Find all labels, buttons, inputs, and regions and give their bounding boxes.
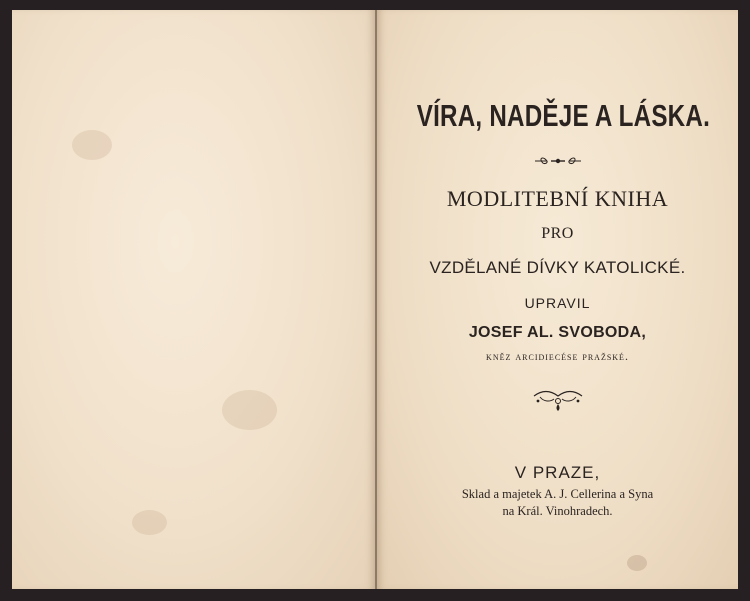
author-name: JOSEF AL. SVOBODA, — [468, 324, 647, 341]
editor-label: UPRAVIL — [524, 295, 591, 311]
left-page-blank — [12, 10, 375, 589]
author-title: kněz arcidiecése pražské. — [486, 349, 629, 363]
floral-vignette-icon — [532, 388, 584, 412]
paper-stain — [132, 510, 167, 535]
book-spread — [12, 10, 738, 589]
book-title: VÍRA, NADĚJE A LÁSKA. — [416, 98, 711, 133]
book-subtitle: MODLITEBNÍ KNIHA — [446, 186, 669, 211]
audience-text: VZDĚLANÉ DÍVKY KATOLICKÉ. — [429, 258, 686, 277]
publisher-line-1: Sklad a majetek A. J. Cellerina a Syna — [461, 487, 654, 501]
publication-place: V PRAZE, — [514, 463, 601, 482]
preposition-text: PRO — [541, 225, 574, 242]
title-page — [377, 10, 738, 589]
publisher-line-2: na Král. Vinohradech. — [502, 504, 613, 518]
paper-stain — [72, 130, 112, 160]
paper-stain — [627, 555, 647, 571]
paper-stain — [222, 390, 277, 430]
scroll-flourish-icon — [533, 154, 583, 168]
